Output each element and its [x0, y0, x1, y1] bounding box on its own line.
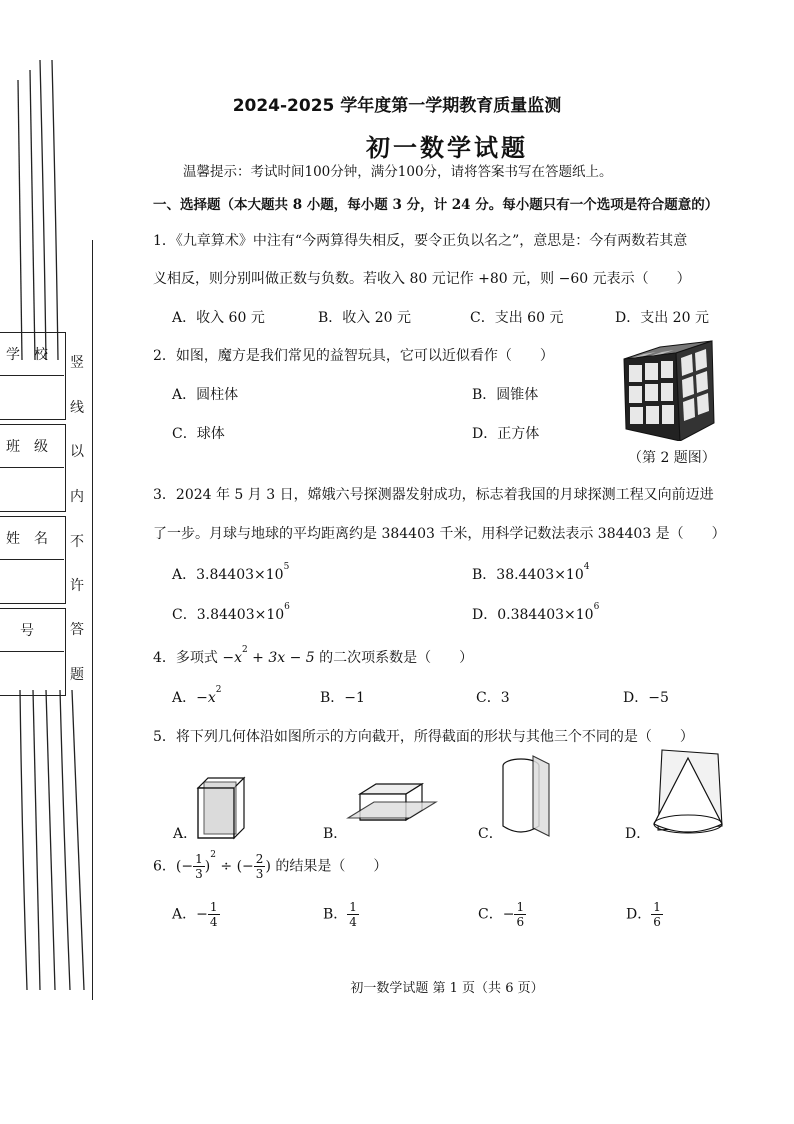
notice-char: 以 [70, 444, 84, 460]
q5-option-d[interactable]: D． [625, 826, 651, 842]
q2-option-a[interactable]: A．圆柱体 [172, 387, 239, 403]
section1-heading: 一、选择题（本大题共 8 小题，每小题 3 分，计 24 分。每小题只有一个选项是符合题意的） [153, 197, 719, 213]
exam-tip: 温馨提示：考试时间100分钟，满分100分，请将答案书写在答题纸上。 [183, 164, 613, 180]
q5-option-c[interactable]: C． [478, 826, 503, 842]
q5-figure-d-cone [648, 748, 732, 840]
q5-option-b[interactable]: B． [323, 826, 348, 842]
exam-title-line2: 初一数学试题 [366, 134, 528, 162]
exam-title-line1: 2024-2025 学年度第一学期教育质量监测 [232, 96, 562, 116]
q1-line1: 1．《九章算术》中注有“今两算得失相反，要令正负以名之”，意思是：今有两数若其意 [153, 233, 688, 249]
notice-char: 答 [70, 622, 84, 638]
q4-option-c[interactable]: C．3 [476, 690, 510, 706]
notice-char: 不 [70, 534, 84, 550]
q6-option-d[interactable]: D． $\frac{1}{6}$ [626, 900, 661, 929]
q1-option-c[interactable]: C．支出 60 元 [470, 310, 564, 326]
field-label-class: 班 级 [6, 439, 48, 455]
q3-line1: 3．2024 年 5 月 3 日，嫦娥六号探测器发射成功，标志着我国的月球探测工程又向前迈进 [153, 487, 714, 503]
q4-option-a[interactable]: A．$-x^2$ [172, 685, 222, 706]
field-label-school: 学 校 [6, 347, 48, 363]
q6-stem: 6．(− $\frac{1}{3}$ )$^2$ ÷ (− $\frac{2}{3}$ ) 的结果是（ ） [153, 850, 388, 881]
field-label-number: 号 [6, 623, 34, 639]
q5-option-a[interactable]: A． [173, 826, 198, 842]
q1-option-b[interactable]: B．收入 20 元 [318, 310, 412, 326]
q2-figure-caption: （第 2 题图） [628, 450, 716, 466]
q3-option-d[interactable]: D．$0.384403\times 10^6$ [472, 602, 600, 623]
notice-char: 竖 [70, 355, 84, 371]
field-label-name: 姓 名 [6, 531, 48, 547]
q4-option-b[interactable]: B．−1 [320, 690, 365, 706]
notice-char: 线 [70, 400, 84, 416]
q5-figure-b-cuboid [346, 780, 438, 836]
q2-option-b[interactable]: B．圆锥体 [472, 387, 539, 403]
q5-figure-a-prism [190, 772, 250, 842]
page-footer: 初一数学试题 第 1 页（共 6 页） [350, 981, 544, 996]
q3-option-c[interactable]: C．$3.84403\times 10^6$ [172, 602, 290, 623]
q3-line2: 了一步。月球与地球的平均距离约是 384403 千米，用科学记数法表示 384403 是（ ） [153, 526, 726, 542]
q6-option-a[interactable]: A．− $\frac{1}{4}$ [172, 900, 218, 929]
notice-char: 许 [70, 578, 84, 594]
q1-option-d[interactable]: D．支出 20 元 [615, 310, 709, 326]
q6-option-b[interactable]: B． $\frac{1}{4}$ [323, 900, 357, 929]
q2-option-c[interactable]: C．球体 [172, 426, 225, 442]
q2-stem: 2．如图，魔方是我们常见的益智玩具，它可以近似看作（ ） [153, 348, 554, 364]
q3-option-b[interactable]: B．$38.4403\times 10^4$ [472, 562, 590, 583]
q6-option-c[interactable]: C．− $\frac{1}{6}$ [478, 900, 525, 929]
binding-lines-bottom [0, 690, 90, 990]
q2-option-d[interactable]: D．正方体 [472, 426, 540, 442]
q6-fraction-1: $\frac{1}{3}$ [195, 852, 203, 881]
q3-option-a[interactable]: A．$3.84403\times 10^5$ [172, 562, 290, 583]
q1-line2: 义相反，则分别叫做正数与负数。若收入 80 元记作 +80 元，则 −60 元表示（ ） [153, 271, 691, 287]
q4-option-d[interactable]: D．−5 [623, 690, 669, 706]
rubiks-cube-figure [618, 337, 718, 441]
q4-stem: 4．多项式 $-x^2 + 3x - 5$ 的二次项系数是（ ） [153, 645, 474, 666]
q5-stem: 5．将下列几何体沿如图所示的方向截开，所得截面的形状与其他三个不同的是（ ） [153, 729, 694, 745]
q5-figure-c-cylinder [497, 752, 561, 840]
notice-char: 内 [70, 489, 84, 505]
q1-option-a[interactable]: A．收入 60 元 [172, 310, 265, 326]
binding-vertical-line [92, 240, 93, 1000]
notice-char: 题 [70, 667, 84, 683]
q6-fraction-2: $\frac{2}{3}$ [255, 852, 264, 881]
